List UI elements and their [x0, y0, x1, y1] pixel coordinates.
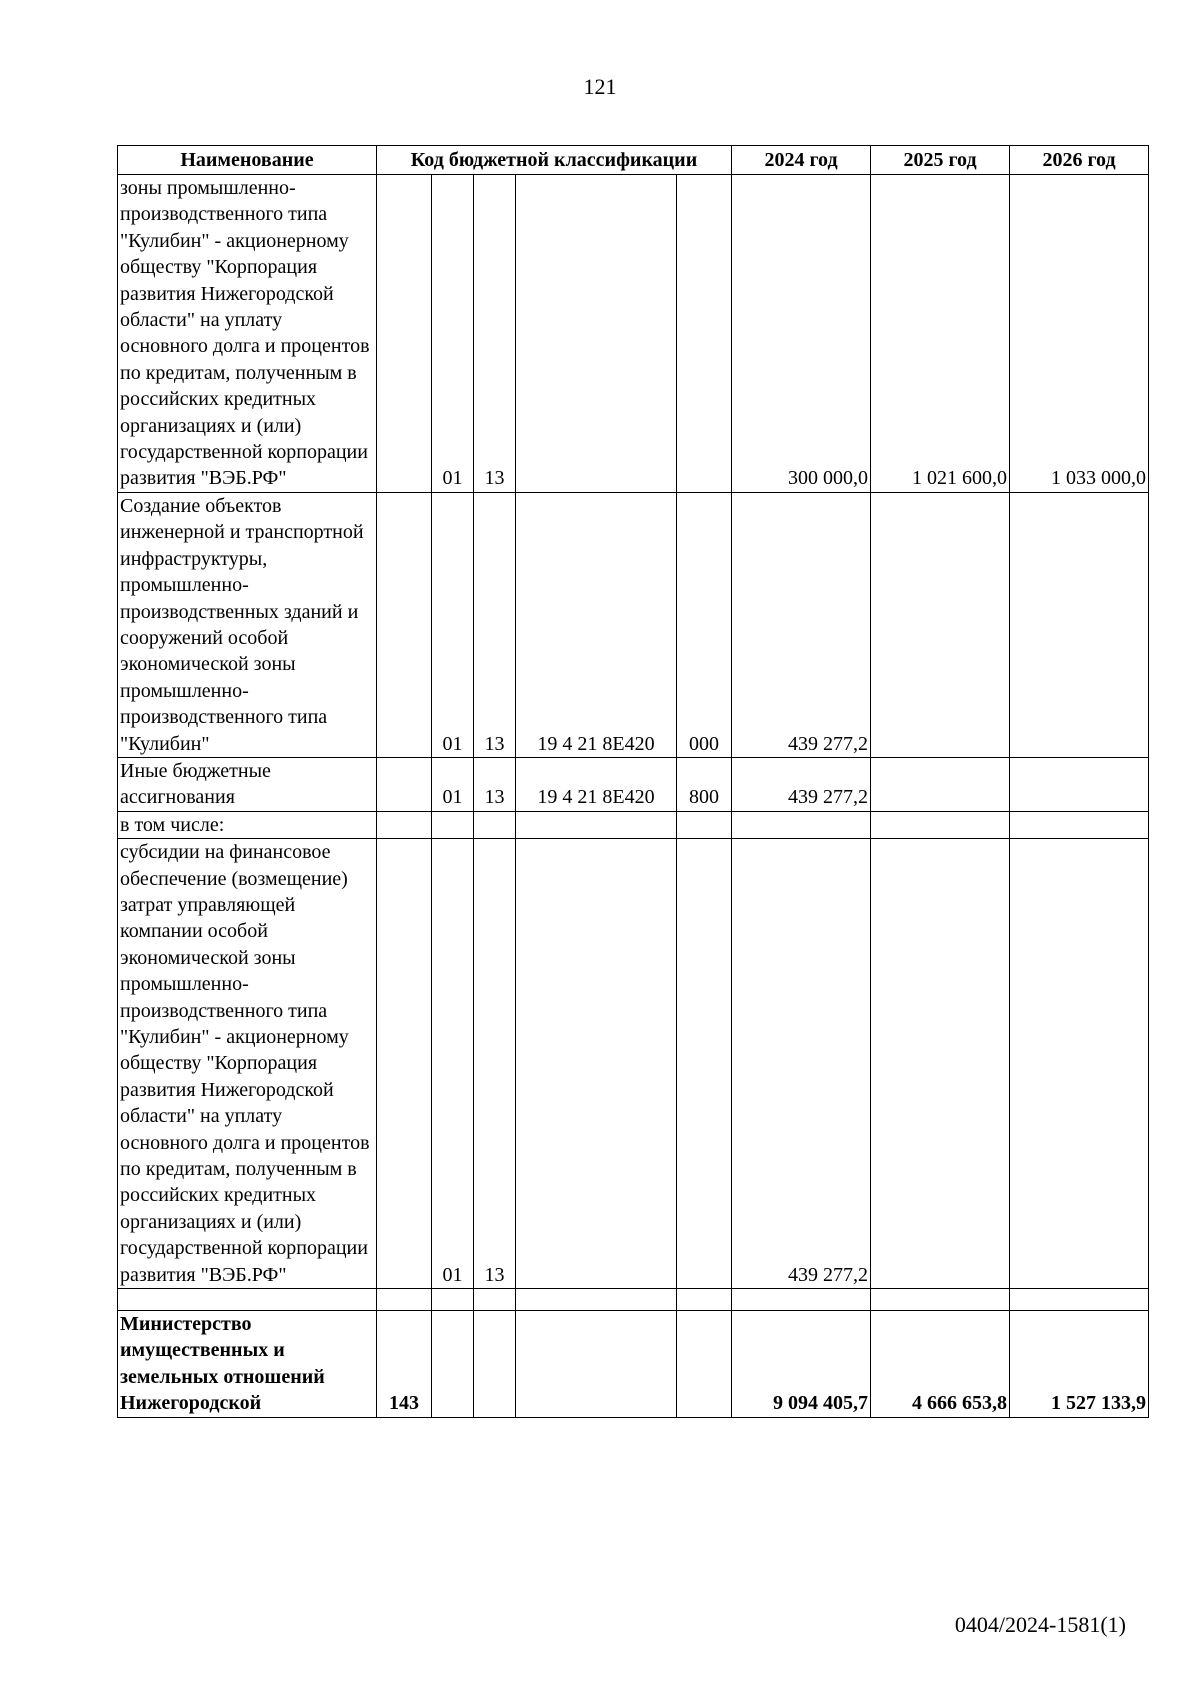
- row-code-target: [516, 175, 677, 493]
- row-name: зоны промышленно-производственного типа "Кулибин" - акционерному обществу "Корпорация развития Нижегородской области" на уплату основного долга и процентов по кредитам, полученным в российских кредитных организациях и (или) государственной корпорации развития "ВЭБ.РФ": [118, 175, 377, 493]
- row-code-section: 01: [432, 757, 474, 811]
- header-code: Код бюджетной классификации: [377, 146, 732, 175]
- table-row: [118, 1289, 1149, 1311]
- table-row: [118, 1311, 1149, 1418]
- row-name: Министерство имущественных и земельных отношений Нижегородской: [118, 1311, 377, 1418]
- row-code-admin: [377, 757, 432, 811]
- row-code-admin: [377, 1289, 432, 1311]
- row-2024: [732, 1289, 871, 1311]
- row-code-type: [677, 175, 732, 493]
- row-code-type: 800: [677, 757, 732, 811]
- row-code-subsection: [474, 1311, 516, 1418]
- row-code-target: 19 4 21 8Е420: [516, 492, 677, 757]
- row-2026: [1010, 757, 1149, 811]
- header-2026: 2026 год: [1010, 146, 1149, 175]
- row-code-section: 01: [432, 492, 474, 757]
- row-code-admin: [377, 811, 432, 838]
- table-row: [118, 492, 1149, 757]
- row-name: субсидии на финансовое обеспечение (возмещение) затрат управляющей компании особой экономической зоны промышленно-производственного типа "Кулибин" - акционерному обществу "Корпорация развития Нижегородской области" на уплату основного долга и процентов по кредитам, полученным в российских кредитных организациях и (или) государственной корпорации развития "ВЭБ.РФ": [118, 839, 377, 1289]
- header-2024: 2024 год: [732, 146, 871, 175]
- row-2024: 300 000,0: [732, 175, 871, 493]
- row-2026: [1010, 839, 1149, 1289]
- row-code-admin: 143: [377, 1311, 432, 1418]
- row-code-type: [677, 1311, 732, 1418]
- row-2026: 1 033 000,0: [1010, 175, 1149, 493]
- header-2025: 2025 год: [871, 146, 1010, 175]
- row-name: Создание объектов инженерной и транспортной инфраструктуры, промышленно-производственных зданий и сооружений особой экономической зоны промышленно-производственного типа "Кулибин": [118, 492, 377, 757]
- row-code-subsection: [474, 811, 516, 838]
- row-2025: [871, 757, 1010, 811]
- row-code-subsection: 13: [474, 175, 516, 493]
- row-2024: 439 277,2: [732, 757, 871, 811]
- row-code-subsection: [474, 1289, 516, 1311]
- row-2024: 439 277,2: [732, 839, 871, 1289]
- row-code-subsection: 13: [474, 492, 516, 757]
- row-code-target: [516, 839, 677, 1289]
- row-name: в том числе:: [118, 811, 377, 838]
- row-code-admin: [377, 839, 432, 1289]
- row-2026: [1010, 811, 1149, 838]
- row-2025: [871, 492, 1010, 757]
- row-code-subsection: 13: [474, 757, 516, 811]
- row-2024: [732, 811, 871, 838]
- row-code-type: 000: [677, 492, 732, 757]
- row-code-target: [516, 1311, 677, 1418]
- header-row: [118, 146, 1149, 175]
- budget-table: [117, 145, 1149, 1418]
- row-2025: [871, 839, 1010, 1289]
- row-code-type: [677, 1289, 732, 1311]
- row-code-target: [516, 1289, 677, 1311]
- row-2024: 9 094 405,7: [732, 1311, 871, 1418]
- row-code-target: [516, 811, 677, 838]
- table-row: [118, 757, 1149, 811]
- row-2025: 4 666 653,8: [871, 1311, 1010, 1418]
- row-code-admin: [377, 175, 432, 493]
- row-code-section: [432, 1289, 474, 1311]
- table-row: [118, 839, 1149, 1289]
- row-2025: 1 021 600,0: [871, 175, 1010, 493]
- row-2026: [1010, 492, 1149, 757]
- header-name: Наименование: [118, 146, 377, 175]
- row-code-section: 01: [432, 839, 474, 1289]
- row-code-section: 01: [432, 175, 474, 493]
- row-2025: [871, 1289, 1010, 1311]
- row-name: [118, 1289, 377, 1311]
- row-code-target: 19 4 21 8Е420: [516, 757, 677, 811]
- table-row: [118, 811, 1149, 838]
- document-code: 0404/2024-1581(1): [954, 1612, 1126, 1637]
- row-code-section: [432, 1311, 474, 1418]
- row-code-type: [677, 811, 732, 838]
- row-2026: 1 527 133,9: [1010, 1311, 1149, 1418]
- page-number: 121: [583, 74, 617, 99]
- row-name: Иные бюджетные ассигнования: [118, 757, 377, 811]
- row-code-subsection: 13: [474, 839, 516, 1289]
- row-2024: 439 277,2: [732, 492, 871, 757]
- row-2025: [871, 811, 1010, 838]
- row-code-section: [432, 811, 474, 838]
- row-code-admin: [377, 492, 432, 757]
- table-row: [118, 175, 1149, 493]
- row-2026: [1010, 1289, 1149, 1311]
- row-code-type: [677, 839, 732, 1289]
